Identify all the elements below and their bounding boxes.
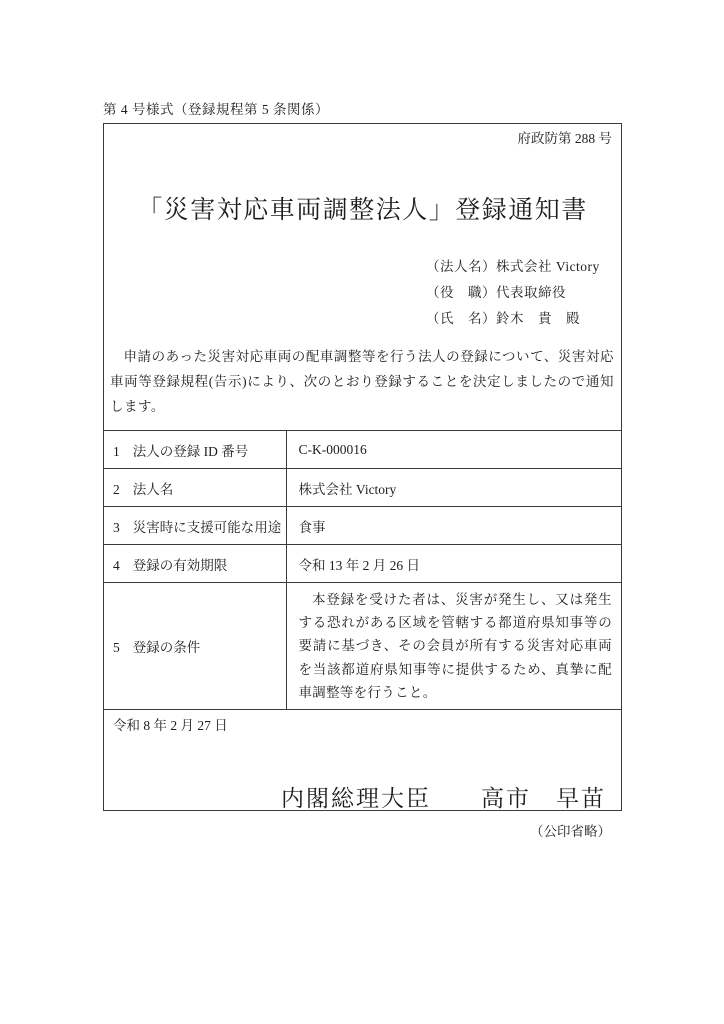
table-row [104, 507, 621, 545]
recipient-role-line: （役 職）代表取締役 [426, 285, 566, 300]
row-value-cell: 株式会社 Victory [286, 469, 621, 507]
seal-omitted-note: （公印省略） [530, 824, 611, 840]
row-label: 法人の登録 ID 番号 [132, 443, 249, 459]
table-row [104, 431, 621, 469]
body-paragraph: 申請のあった災害対応車両の配車調整等を行う法人の登録について、災害対応車両等登録規程(告示)により、次のとおり登録することを決定しましたので通知します。 [110, 349, 614, 414]
row-number: 2 [113, 481, 120, 497]
table-row [104, 545, 621, 583]
row-number: 3 [113, 519, 120, 535]
registration-condition-text: 本登録を受けた者は、災害が発生し、又は発生する恐れがある区域を管轄する都道府県知事等の要請に基づき、その会員が所有する災害対応車両を当該都道府県知事等に提供するため、真摯に配車調整等を行うこと。 [298, 592, 612, 700]
recipient-block [426, 254, 621, 332]
document-reference-number: 府政防第 288 号 [517, 131, 612, 146]
signer-line: 内閣総理大臣 高市 早苗 [281, 786, 606, 812]
recipient-corporation-line: （法人名）株式会社 Victory [426, 259, 600, 274]
row-label-cell [104, 507, 286, 545]
row-value-cell [286, 583, 621, 710]
form-number-label: 第 4 号様式（登録規程第 5 条関係） [103, 102, 329, 117]
issue-date: 令和 8 年 2 月 27 日 [113, 718, 228, 734]
row-value-cell: 食事 [286, 507, 621, 545]
registration-table [104, 430, 621, 710]
table-row [104, 583, 621, 710]
notice-document-frame [103, 123, 622, 840]
row-label: 災害時に支援可能な用途 [132, 519, 282, 535]
row-label: 登録の条件 [132, 640, 201, 655]
row-value-cell: C-K-000016 [286, 431, 621, 469]
recipient-name-line: （氏 名）鈴木 貴 殿 [426, 311, 580, 326]
row-label-cell [104, 469, 286, 507]
document-title: 「災害対応車両調整法人」登録通知書 [137, 197, 588, 224]
row-label: 法人名 [132, 481, 174, 497]
row-value-cell: 令和 13 年 2 月 26 日 [286, 545, 621, 583]
row-label-cell [104, 545, 286, 583]
table-row [104, 469, 621, 507]
row-number: 4 [113, 557, 120, 573]
row-label-cell [104, 431, 286, 469]
row-label-cell [104, 583, 286, 710]
row-number: 5 [113, 640, 120, 655]
row-number: 1 [113, 443, 120, 459]
row-label: 登録の有効期限 [132, 557, 228, 573]
